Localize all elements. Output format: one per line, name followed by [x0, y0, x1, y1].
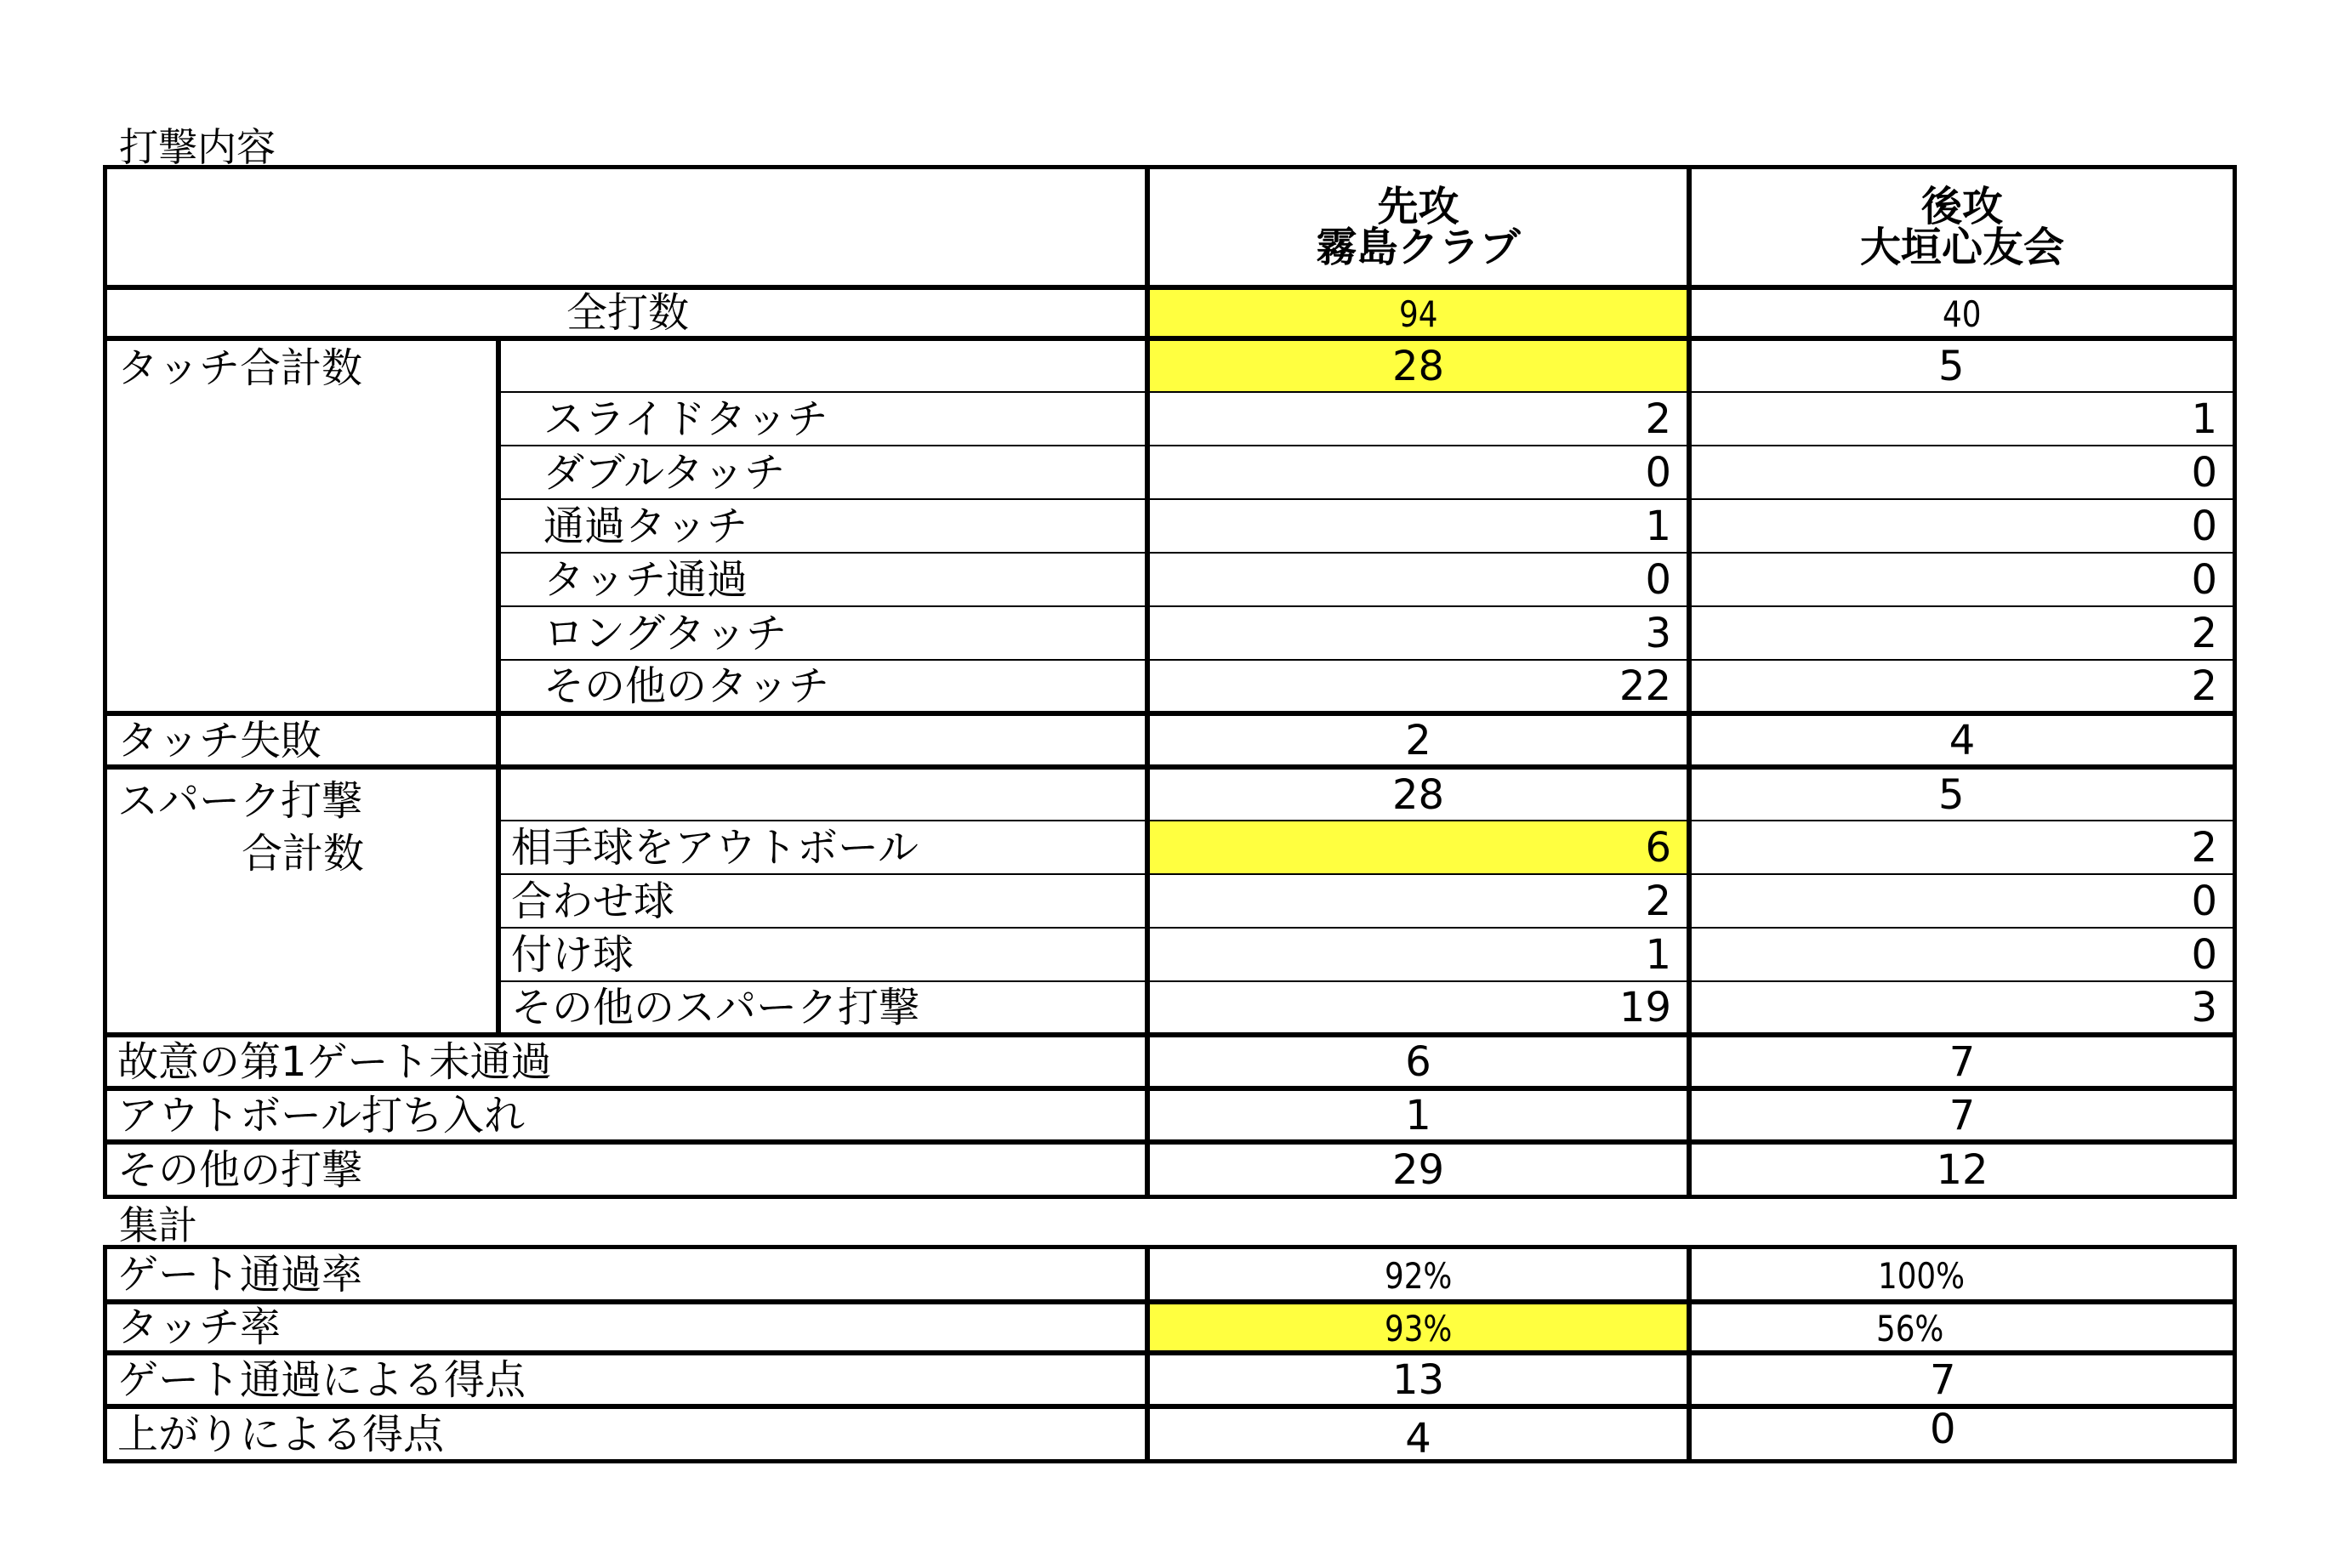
misc-row [106, 1142, 2233, 1196]
spark-row-team2: 3 [1689, 981, 2233, 1035]
misc-row [106, 1035, 2233, 1088]
summary-row-label: ゲート通過による得点 [106, 1353, 1147, 1406]
misc-row-team1: 29 [1147, 1142, 1689, 1196]
touch-row-team2: 0 [1689, 553, 2233, 606]
summary-row-label: 上がりによる得点 [106, 1406, 1147, 1460]
spark-row-label: 合わせ球 [498, 874, 1147, 928]
section-title-batting: 打撃内容 [119, 124, 276, 170]
touch-fail-team1: 2 [1147, 713, 1689, 767]
summary-row-label: タッチ率 [106, 1302, 1147, 1353]
misc-row-team2: 7 [1689, 1035, 2233, 1088]
touch-total-label: タッチ合計数 [106, 338, 498, 713]
touch-row-team2: 1 [1689, 392, 2233, 446]
spark-label-line1: スパーク打撃 [117, 777, 363, 825]
spark-row-team2: 0 [1689, 928, 2233, 981]
spark-row-team1: 6 [1147, 821, 1689, 874]
touch-total-sub-empty [498, 338, 1147, 392]
spark-total-sub-empty [498, 767, 1147, 821]
misc-row-label: 故意の第1ゲート未通過 [106, 1035, 1147, 1088]
summary-row-team2: 0 [1689, 1406, 2233, 1460]
spark-row-team1: 2 [1147, 874, 1689, 928]
team2-name: 大垣心友会 [1859, 224, 2064, 271]
total-strokes-team1: 94 [1147, 287, 1689, 338]
team1-header [1147, 168, 1689, 287]
touch-row-team1: 0 [1147, 553, 1689, 606]
misc-row-label: その他の打撃 [106, 1142, 1147, 1196]
misc-row-label: アウトボール打ち入れ [106, 1088, 1147, 1142]
spark-total-label [106, 767, 498, 1035]
summary-row [106, 1353, 2233, 1406]
touch-row-label: ダブルタッチ [498, 446, 1147, 499]
touch-row-label: スライドタッチ [498, 392, 1147, 446]
total-strokes-label: 全打数 [106, 287, 1147, 338]
misc-row [106, 1088, 2233, 1142]
summary-row-team2: 7 [1689, 1353, 2233, 1406]
summary-row-team1: 93% [1147, 1302, 1689, 1353]
touch-fail-row [106, 713, 2233, 767]
summary-row [106, 1302, 2233, 1353]
touch-row-label: ロングタッチ [498, 606, 1147, 660]
spark-row-team2: 0 [1689, 874, 2233, 928]
team1-name: 霧島クラブ [1316, 224, 1521, 271]
misc-row-team1: 6 [1147, 1035, 1689, 1088]
total-strokes-team2: 40 [1689, 287, 2233, 338]
summary-row-team1: 4 [1147, 1406, 1689, 1460]
touch-row-team1: 0 [1147, 446, 1689, 499]
touch-row-team2: 2 [1689, 606, 2233, 660]
header-row [106, 168, 2233, 287]
summary-row [106, 1248, 2233, 1302]
total-strokes-row [106, 287, 2233, 338]
touch-row-team2: 2 [1689, 660, 2233, 713]
touch-fail-team2: 4 [1689, 713, 2233, 767]
misc-row-team2: 7 [1689, 1088, 2233, 1142]
team2-role: 後攻 [1920, 183, 2003, 230]
summary-row-label: ゲート通過率 [106, 1248, 1147, 1302]
spark-row-team1: 19 [1147, 981, 1689, 1035]
touch-total-team2: 5 [1689, 338, 2233, 392]
summary-row-team2: 100% [1689, 1248, 2233, 1302]
touch-row-label: タッチ通過 [498, 553, 1147, 606]
team1-role: 先攻 [1377, 183, 1459, 230]
touch-row-label: その他のタッチ [498, 660, 1147, 713]
touch-row-team1: 1 [1147, 499, 1689, 553]
misc-row-team2: 12 [1689, 1142, 2233, 1196]
spark-row-team1: 1 [1147, 928, 1689, 981]
touch-row-team2: 0 [1689, 499, 2233, 553]
summary-table [105, 1247, 2234, 1461]
touch-total-team1: 28 [1147, 338, 1689, 392]
team2-header [1689, 168, 2233, 287]
spark-total-row [106, 767, 2233, 821]
touch-row-team2: 0 [1689, 446, 2233, 499]
spark-row-label: 付け球 [498, 928, 1147, 981]
spark-row-team2: 2 [1689, 821, 2233, 874]
touch-total-row [106, 338, 2233, 392]
spark-label-line2: 合計数 [242, 830, 365, 878]
spark-row-label: その他のスパーク打撃 [498, 981, 1147, 1035]
touch-row-team1: 2 [1147, 392, 1689, 446]
touch-fail-label: タッチ失敗 [106, 713, 498, 767]
spark-total-team1: 28 [1147, 767, 1689, 821]
touch-row-label: 通過タッチ [498, 499, 1147, 553]
touch-row-team1: 3 [1147, 606, 1689, 660]
touch-row-team1: 22 [1147, 660, 1689, 713]
spark-total-team2: 5 [1689, 767, 2233, 821]
summary-row-team1: 92% [1147, 1248, 1689, 1302]
spark-row-label: 相手球をアウトボール [498, 821, 1147, 874]
summary-row-team2: 56% [1689, 1302, 2233, 1353]
section-title-summary: 集計 [119, 1202, 197, 1248]
summary-row-team1: 13 [1147, 1353, 1689, 1406]
header-empty-cell [106, 168, 1147, 287]
summary-row [106, 1406, 2233, 1460]
batting-table [105, 168, 2234, 1196]
touch-fail-sub-empty [498, 713, 1147, 767]
misc-row-team1: 1 [1147, 1088, 1689, 1142]
